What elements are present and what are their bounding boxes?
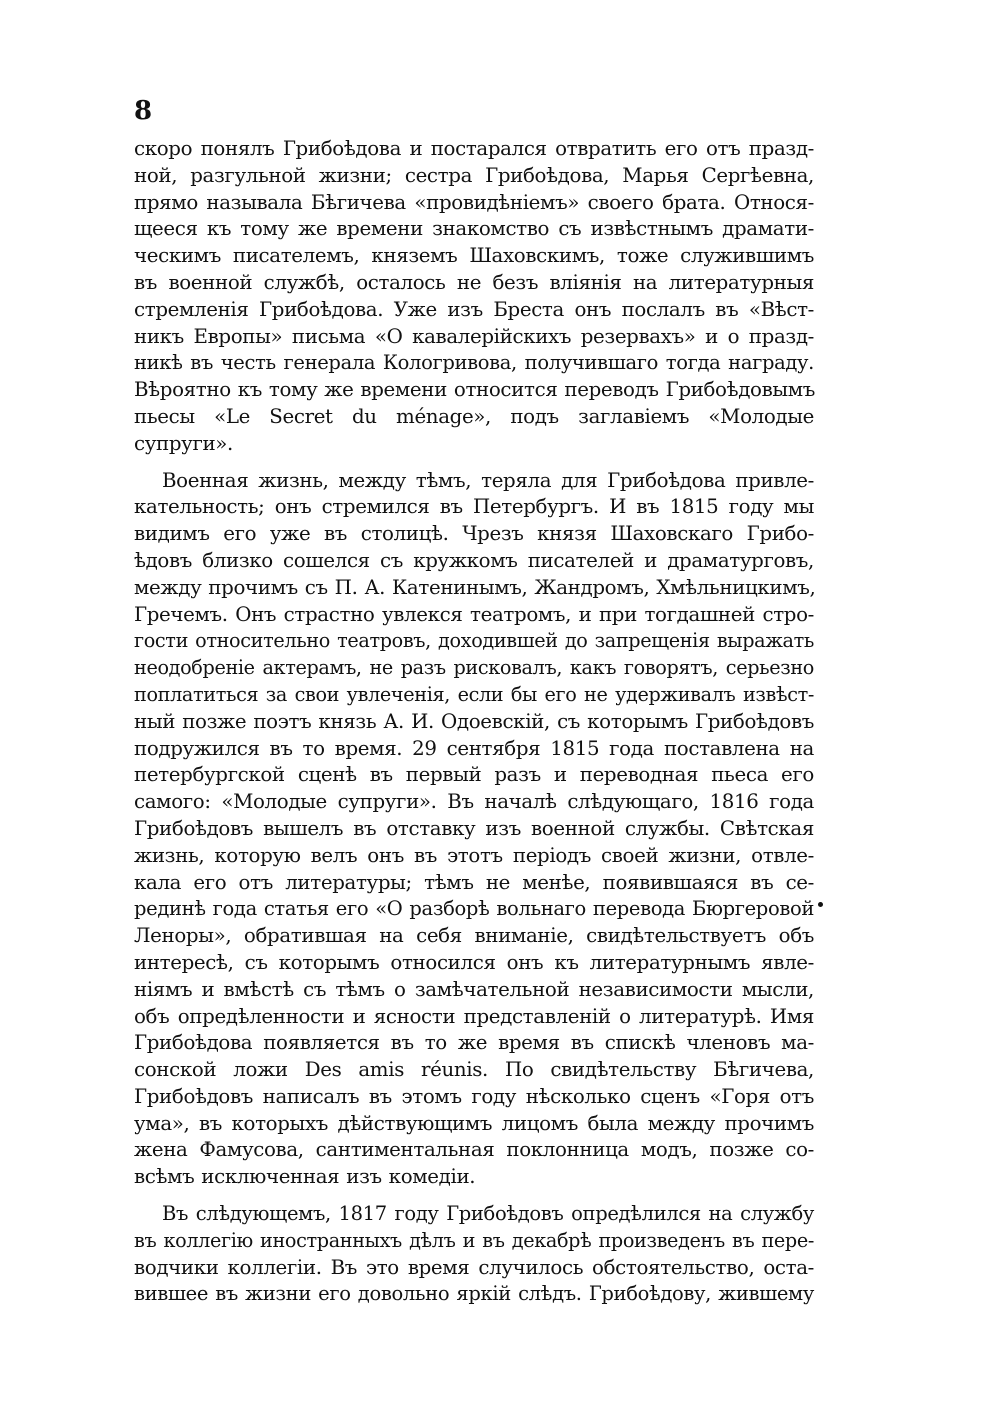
text-line: Леноры», обратившая на себя вниманіе, свидѣтельствуетъ объ <box>134 924 814 948</box>
text-line: видимъ его уже въ столицѣ. Чрезъ князя Шаховскаго Грибо- <box>134 522 814 546</box>
text-line: пьесы «Le Secret du ménage», подъ заглавіемъ «Молодые <box>134 404 814 428</box>
text-line: подружился въ то время. 29 сентября 1815 года поставлена на <box>134 736 814 760</box>
text-line: Грибоѣдовъ написалъ въ этомъ году нѣсколько сценъ «Горя отъ <box>134 1084 814 1108</box>
text-line: въ военной службѣ, осталось не безъ вліянія на литературныя <box>134 270 814 294</box>
text-line: вившее въ жизни его довольно яркій слѣдъ. Грибоѣдову, жившему <box>134 1282 814 1306</box>
paragraph-3 <box>134 1201 814 1308</box>
text-line: интересѣ, съ которымъ относился онъ къ литературнымъ явле- <box>134 950 814 974</box>
text-line: Гречемъ. Онъ страстно увлекся театромъ, и при тогдашней стро- <box>134 602 814 626</box>
text-line: поплатиться за свои увлеченія, если бы его не удерживалъ извѣст- <box>134 682 814 706</box>
body-text <box>134 136 814 1308</box>
paragraph-2 <box>134 468 814 1192</box>
text-line: Въ слѣдующемъ, 1817 году Грибоѣдовъ опредѣлился на службу <box>162 1202 814 1226</box>
page-number: 8 <box>134 96 153 126</box>
text-line: гости относительно театровъ, доходившей до запрещенія выражать <box>134 629 814 653</box>
text-line: ніямъ и вмѣстѣ съ тѣмъ о замѣчательной независимости мысли, <box>134 977 814 1001</box>
text-line: скоро понялъ Грибоѣдова и постарался отвратить его отъ празд- <box>134 137 814 160</box>
text-line: въ коллегію иностранныхъ дѣлъ и въ декабрѣ произведенъ въ пере- <box>134 1228 814 1252</box>
text-line: ума», въ которыхъ дѣйствующимъ лицомъ была между прочимъ <box>134 1111 814 1135</box>
text-line: всѣмъ исключенная изъ комедіи. <box>134 1165 476 1189</box>
text-line: сонской ложи Des amis réunis. По свидѣтельству Бѣгичева, <box>134 1058 814 1082</box>
text-line: ный позже поэтъ князь А. И. Одоевскій, съ которымъ Грибоѣдовъ <box>134 709 814 733</box>
text-line: ческимъ писателемъ, княземъ Шаховскимъ, тоже служившимъ <box>134 244 814 268</box>
text-line: водчики коллегіи. Въ это время случилось обстоятельство, оста- <box>134 1255 814 1279</box>
text-line: никѣ въ честь генерала Кологривова, получившаго тогда награду. <box>134 351 814 375</box>
print-speck-mark <box>818 902 823 907</box>
text-line: самого: «Молодые супруги». Въ началѣ слѣдующаго, 1816 года <box>134 790 814 814</box>
text-line: ной, разгульной жизни; сестра Грибоѣдова, Марья Сергѣевна, <box>134 163 814 187</box>
text-line: объ опредѣленности и ясности представленій о литературѣ. Имя <box>134 1004 814 1028</box>
text-line: рединѣ года статья его «О разборѣ вольнаго перевода Бюргеровой <box>134 897 814 921</box>
text-line: прямо называла Бѣгичева «провидѣніемъ» своего брата. Относя- <box>134 190 814 214</box>
text-line: супруги». <box>134 431 233 455</box>
text-line: щееся къ тому же времени знакомство съ извѣстнымъ драмати- <box>134 217 814 241</box>
text-line: Грибоѣдовъ вышелъ въ отставку изъ военной службы. Свѣтская <box>134 816 814 840</box>
text-line: кательность; онъ стремился въ Петербургъ. И въ 1815 году мы <box>134 495 814 519</box>
text-line: между прочимъ съ П. А. Катенинымъ, Жандромъ, Хмѣльницкимъ, <box>134 575 816 599</box>
text-line: Грибоѣдова появляется въ то же время въ спискѣ членовъ ма- <box>134 1031 814 1055</box>
text-line: Военная жизнь, между тѣмъ, теряла для Грибоѣдова привле- <box>162 468 814 492</box>
text-line: петербургской сценѣ въ первый разъ и переводная пьеса его <box>134 763 814 787</box>
text-line: кала его отъ литературы; тѣмъ не менѣе, появившаяся въ се- <box>134 870 814 894</box>
text-line: жизнь, которую велъ онъ въ этотъ періодъ своей жизни, отвле- <box>134 843 814 867</box>
text-line: неодобреніе актерамъ, не разъ рисковалъ, какъ говорятъ, серьезно <box>134 656 814 680</box>
text-line: никъ Европы» письма «О кавалерійскихъ резервахъ» и о празд- <box>134 324 814 348</box>
paragraph-1 <box>134 136 814 458</box>
text-line: Вѣроятно къ тому же времени относится переводъ Грибоѣдовымъ <box>134 378 816 402</box>
text-line: ѣдовъ близко сошелся съ кружкомъ писателей и драматурговъ, <box>134 548 814 572</box>
text-line: жена Фамусова, сантиментальная поклонница модъ, позже со- <box>134 1138 814 1162</box>
text-line: стремленія Грибоѣдова. Уже изъ Бреста онъ послалъ въ «Вѣст- <box>134 297 814 321</box>
